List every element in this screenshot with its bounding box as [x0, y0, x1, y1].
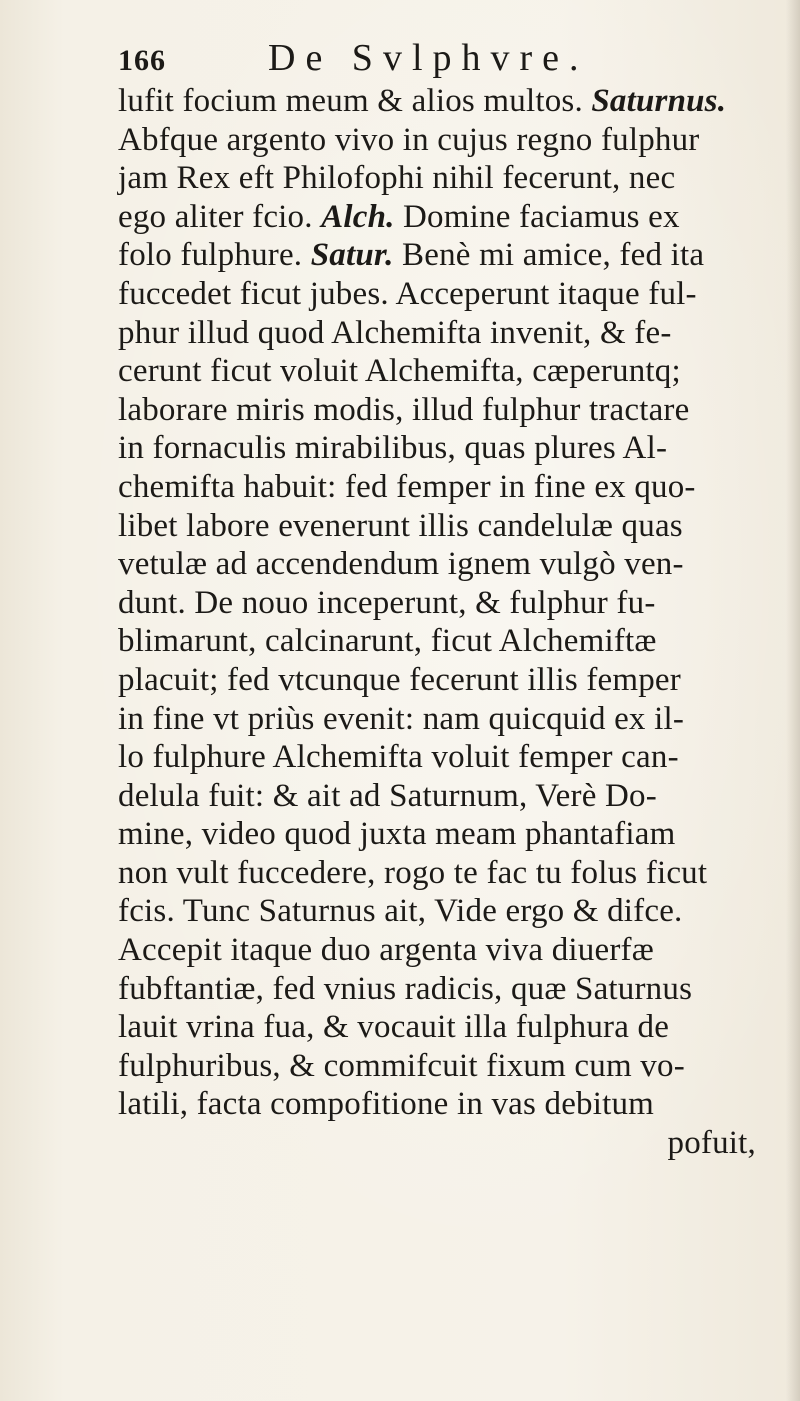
text-segment: Accepit itaque duo argenta viva diuerfæ	[118, 932, 654, 969]
text-segment: lauit vrina fua, & vocauit illa fulphura de	[118, 1009, 670, 1046]
text-line	[118, 314, 790, 353]
text-line	[118, 1124, 790, 1163]
text-segment: ego aliter fcio.	[118, 198, 322, 235]
text-segment: fuccedet ficut jubes. Acceperunt itaque ful-	[118, 275, 697, 312]
text-line	[118, 236, 790, 275]
text-line	[118, 159, 790, 198]
text-line	[118, 352, 790, 391]
speaker-label: Saturnus.	[591, 83, 727, 119]
running-title: De Svlphvre.	[268, 37, 589, 79]
text-line	[118, 545, 790, 584]
text-segment: fcis. Tunc Saturnus ait, Vide ergo & difce.	[118, 893, 683, 930]
text-line	[118, 661, 790, 700]
text-segment: fulphuribus, & commifcuit fixum cum vo-	[118, 1047, 685, 1084]
text-line	[118, 622, 790, 661]
text-segment: vetulæ ad accendendum ignem vulgò ven-	[118, 546, 684, 583]
text-segment: latili, facta compofitione in vas debitum	[118, 1086, 655, 1123]
text-segment: blimarunt, calcinarunt, ficut Alchemiftæ	[118, 623, 657, 660]
text-line	[118, 854, 790, 893]
text-line	[118, 275, 790, 314]
text-segment: lufit focium meum & alios multos.	[118, 83, 592, 119]
text-line	[118, 584, 790, 623]
text-line	[118, 738, 790, 777]
text-line	[118, 121, 790, 160]
text-line	[118, 815, 790, 854]
text-line	[118, 82, 790, 121]
text-segment: dunt. De nouo inceperunt, & fulphur fu-	[118, 584, 656, 621]
text-segment: pofuit,	[667, 1125, 756, 1162]
running-head	[118, 34, 758, 84]
text-line	[118, 970, 790, 1009]
text-segment: non vult fuccedere, rogo te fac tu folus ficut	[118, 854, 708, 891]
body-text	[118, 82, 790, 1163]
text-segment: mine, video quod juxta meam phantafiam	[118, 816, 676, 853]
text-segment: Abfque argento vivo in cujus regno fulphur	[118, 121, 700, 158]
text-segment: Domine faciamus ex	[394, 198, 680, 235]
text-line	[118, 429, 790, 468]
text-line	[118, 468, 790, 507]
text-segment: in fornaculis mirabilibus, quas plures Al-	[118, 430, 668, 467]
text-line	[118, 1085, 790, 1124]
text-line	[118, 391, 790, 430]
speaker-label: Satur.	[310, 237, 394, 274]
text-segment: fubftantiæ, fed vnius radicis, quæ Saturnus	[118, 970, 693, 1007]
text-segment: cerunt ficut voluit Alchemifta, cæperuntq;	[118, 353, 681, 390]
text-line	[118, 777, 790, 816]
text-segment: delula fuit: & ait ad Saturnum, Verè Do-	[118, 777, 657, 814]
text-line	[118, 1008, 790, 1047]
text-segment: folo fulphure.	[118, 237, 311, 274]
text-segment: phur illud quod Alchemifta invenit, & fe-	[118, 314, 672, 351]
text-segment: jam Rex eft Philofophi nihil fecerunt, nec	[118, 160, 676, 197]
page-number: 166	[118, 44, 166, 77]
text-segment: libet labore evenerunt illis candelulæ quas	[118, 507, 683, 544]
text-segment: chemifta habuit: fed femper in fine ex quo-	[118, 468, 696, 505]
text-segment: laborare miris modis, illud fulphur tractare	[118, 391, 690, 428]
text-line	[118, 1047, 790, 1086]
text-segment: Benè mi amice, fed ita	[393, 237, 705, 274]
text-line	[118, 198, 790, 237]
text-line	[118, 507, 790, 546]
text-line	[118, 892, 790, 931]
text-segment: placuit; fed vtcunque fecerunt illis femper	[118, 661, 681, 698]
speaker-label: Alch.	[321, 198, 395, 235]
text-segment: in fine vt priùs evenit: nam quicquid ex il-	[118, 700, 685, 737]
text-line	[118, 700, 790, 739]
text-segment: lo fulphure Alchemifta voluit femper can-	[118, 739, 679, 776]
text-line	[118, 931, 790, 970]
